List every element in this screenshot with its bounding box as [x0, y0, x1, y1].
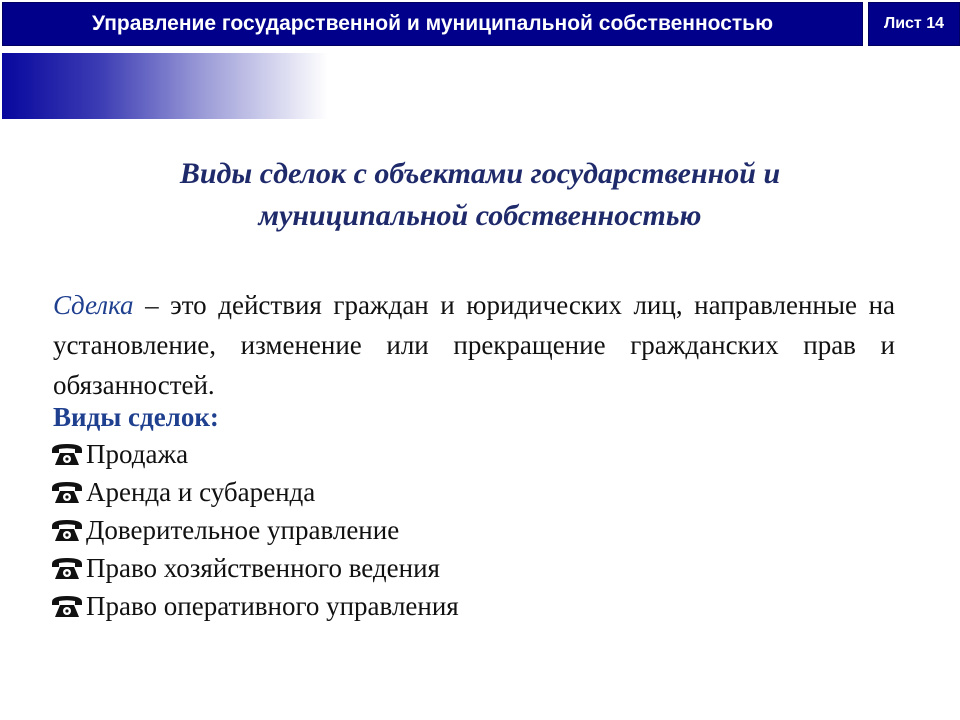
list-item [50, 587, 890, 625]
list-item [50, 435, 890, 473]
definition-text: – это действия граждан и юридических лиц, направленные на установление, изменение или прекращение гражданских прав и обязанностей. [53, 290, 895, 400]
types-heading: Виды сделок: [53, 402, 219, 432]
list-item-label: Право хозяйственного ведения [86, 552, 440, 583]
list-item-label: Право оперативного управления [86, 590, 459, 621]
decorative-gradient-strip [2, 53, 328, 119]
list-item [50, 473, 890, 511]
sheet-number-label: Лист 14 [883, 15, 945, 32]
list-item-label: Аренда и субаренда [86, 476, 316, 507]
definition-term: Сделка [53, 290, 134, 320]
list-item-label: Доверительное управление [86, 514, 400, 545]
header-title: Управление государственной и муниципальной собственностью [91, 12, 773, 35]
list-item-label: Продажа [86, 438, 189, 469]
slide-title-line-2: муниципальной собственностью [258, 199, 702, 232]
types-list [50, 435, 890, 625]
sheet-number-badge [868, 2, 960, 46]
telephone-icon [50, 593, 84, 619]
slide-title-line-1: Виды сделок с объектами государственной и [179, 157, 781, 190]
list-item [50, 549, 890, 587]
definition-paragraph [53, 285, 895, 405]
slide-title [60, 153, 900, 237]
telephone-icon [50, 517, 84, 543]
telephone-icon [50, 555, 84, 581]
telephone-icon [50, 479, 84, 505]
telephone-icon [50, 441, 84, 467]
list-item [50, 511, 890, 549]
header-bar [2, 2, 863, 46]
